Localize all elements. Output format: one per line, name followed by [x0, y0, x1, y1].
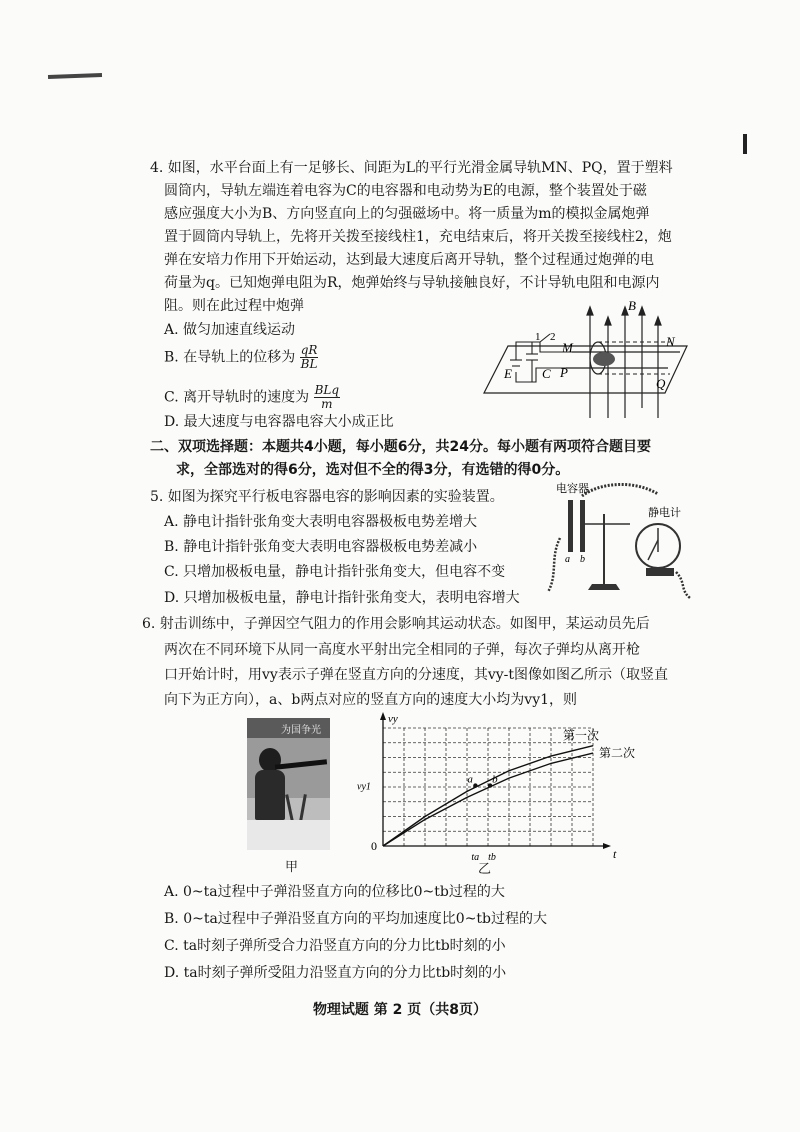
- scan-mark-top-left: [48, 73, 102, 79]
- q4-option-a: A. 做匀加速直线运动: [164, 322, 296, 338]
- q4-option-b-fraction: [300, 344, 319, 371]
- electrometer-base: [646, 568, 674, 576]
- section-2-heading-line-1: 二、双项选择题：本题共4小题，每小题6分，共24分。每小题有两项符合题目要: [150, 439, 651, 455]
- q4-stem-line-3: 感应强度大小为B、方向竖直向上的匀强磁场中。将一质量为m的模拟金属炮弹: [164, 206, 650, 222]
- scan-mark-right: [743, 134, 747, 154]
- x-axis-arrow: [603, 843, 611, 849]
- label-terminal-1: 1: [535, 331, 541, 343]
- label-plate-a: a: [565, 554, 570, 565]
- x-axis-label: t: [613, 847, 617, 861]
- ground-wire-left: [548, 538, 560, 592]
- shooter-photo: [247, 718, 330, 850]
- wire-coil: [582, 484, 658, 496]
- q4-option-c-text: C. 离开导轨时的速度为: [164, 389, 310, 406]
- label-P: P: [560, 365, 568, 380]
- q4-option-c: [164, 384, 340, 411]
- capacitor-plate-a: [568, 500, 573, 552]
- photo-banner-text: 为国争光: [281, 725, 321, 736]
- label-M: M: [562, 340, 573, 355]
- label-terminal-2: 2: [550, 331, 556, 343]
- photo-floor: [247, 820, 330, 850]
- label-N: N: [666, 334, 675, 349]
- q4-option-b-text: B. 在导轨上的位移为: [164, 349, 296, 366]
- q4-stem-line-2: 圆筒内，导轨左端连着电容为C的电容器和电动势为E的电源，整个装置处于磁: [164, 183, 647, 199]
- q4-option-b-numerator: qR: [300, 343, 318, 357]
- projectile: [593, 352, 615, 366]
- electrometer-needle: [648, 540, 658, 560]
- y-axis-label: vy: [388, 713, 398, 725]
- origin-label: 0: [371, 839, 377, 853]
- q4-option-c-numerator: BLq: [314, 383, 340, 397]
- q6-option-d: D. ta时刻子弹所受阻力沿竖直方向的分力比tb时刻的小: [164, 965, 507, 981]
- graph-caption: 乙: [478, 862, 492, 877]
- point-a-label: a: [467, 773, 473, 786]
- q5-option-d: D. 只增加极板电量，静电计指针张角变大，表明电容增大: [164, 590, 520, 606]
- y-tick-label: vy1: [357, 781, 371, 793]
- label-Q: Q: [656, 376, 666, 391]
- label-plate-b: b: [580, 554, 585, 565]
- q4-option-d: D. 最大速度与电容器电容大小成正比: [164, 414, 394, 430]
- x-tick-label: ta: [471, 852, 480, 863]
- q4-option-c-denominator: m: [321, 397, 333, 411]
- ground-wire-right: [676, 572, 690, 598]
- label-electrometer: 静电计: [648, 507, 681, 519]
- q4-stem-line-1: 4. 如图，水平台面上有一足够长、间距为L的平行光滑金属导轨MN、PQ，置于塑料: [150, 160, 673, 176]
- photo-banner: [247, 718, 330, 738]
- page-footer: 物理试题 第 2 页（共8页）: [312, 1002, 488, 1018]
- q6-option-b: B. 0~ta过程中子弹沿竖直方向的平均加速度比0~tb过程的大: [164, 911, 548, 927]
- label-capacitor: 电容器: [556, 483, 589, 495]
- vy-t-chart: [355, 712, 636, 863]
- section-2-heading-line-2: 求，全部选对的得6分，选对但不全的得3分，有选错的得0分。: [176, 462, 570, 478]
- q6-stem-line-2: 两次在不同环境下从同一高度水平射出完全相同的子弹，每次子弹均从离开枪: [164, 642, 640, 658]
- q6-option-c: C. ta时刻子弹所受合力沿竖直方向的分力比tb时刻的小: [164, 938, 506, 954]
- capacitor-plate-b: [580, 500, 585, 552]
- q4-stem-line-5: 弹在安培力作用下开始运动，达到最大速度后离开导轨，整个过程通过炮弹的电: [164, 252, 654, 268]
- photo-caption: 甲: [285, 860, 299, 875]
- q5-option-a: A. 静电计指针张角变大表明电容器极板电势差增大: [164, 514, 478, 530]
- q6-stem-line-3: 口开始计时，用vy表示子弹在竖直方向的分速度，其vy-t图像如图乙所示（取竖直: [164, 667, 668, 683]
- series-name: 第一次: [563, 728, 600, 743]
- series-name: 第二次: [599, 746, 636, 761]
- q5-stem: 5. 如图为探究平行板电容器电容的影响因素的实验装置。: [150, 489, 504, 505]
- point-b-label: b: [492, 773, 498, 786]
- shooter-body: [255, 770, 285, 820]
- q5-capacitor-figure: [540, 478, 700, 606]
- point-a: [473, 783, 477, 787]
- label-E: E: [504, 366, 512, 381]
- y-axis-arrow: [380, 712, 386, 720]
- x-tick-label: tb: [488, 852, 496, 863]
- label-C: C: [542, 366, 551, 381]
- q6-stem-line-1: 6. 射击训练中，子弹因空气阻力的作用会影响其运动状态。如图甲，某运动员先后: [142, 616, 650, 632]
- q4-railgun-figure: [480, 298, 695, 423]
- q4-option-c-fraction: [314, 384, 340, 411]
- q5-option-c: C. 只增加极板电量，静电计指针张角变大，但电容不变: [164, 564, 506, 580]
- q4-stem-line-7: 阻。则在此过程中炮弹: [164, 298, 304, 314]
- q4-option-b: [164, 344, 318, 371]
- q4-stem-line-4: 置于圆筒内导轨上，先将开关拨至接线柱1，充电结束后，将开关拨至接线柱2，炮: [164, 229, 672, 245]
- q4-stem-line-6: 荷量为q。已知炮弹电阻为R，炮弹始终与导轨接触良好，不计导轨电阻和电源内: [164, 275, 660, 291]
- q6-stem-line-4: 向下为正方向），a、b两点对应的竖直方向的速度大小均为vy1，则: [164, 692, 578, 708]
- q4-option-b-denominator: BL: [300, 357, 318, 371]
- q5-option-b: B. 静电计指针张角变大表明电容器极板电势差减小: [164, 539, 478, 555]
- stand-base: [588, 584, 620, 590]
- q6-option-a: A. 0~ta过程中子弹沿竖直方向的位移比0~tb过程的大: [164, 884, 505, 900]
- label-B: B: [628, 298, 636, 313]
